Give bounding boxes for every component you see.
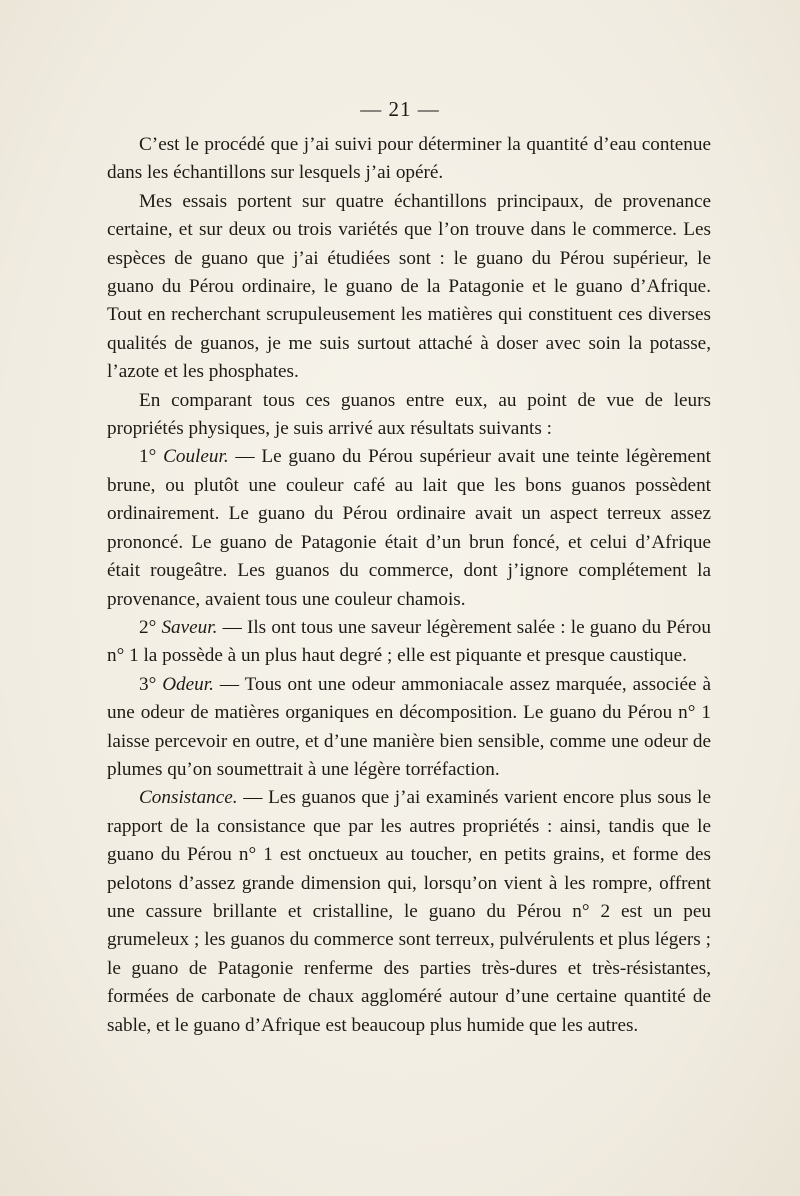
- paragraph-text: Mes essais portent sur quatre échantillons principaux, de provenance certaine, et sur deux ou trois variétés que l’on trouve dans le commerce. Les espèces de guano que j’ai étudiées sont : le guano du Pérou supérieur, le guano du Pérou ordinaire, le guano de la Patagonie et le guano d’Afrique. Tout en recherchant scrupuleusement les matières qui constituent ces diverses qualités de guanos, je me suis surtout attaché à doser avec soin la potasse, l’azote et les phosphates.: [107, 190, 711, 383]
- section-lead: Saveur.: [161, 616, 218, 638]
- paragraph-odor: [107, 671, 711, 785]
- paragraph-intro: [107, 131, 711, 188]
- paragraph-text: — Ils ont tous une saveur légèrement salée : le guano du Pérou n° 1 la possède à un plus haut degré ; elle est piquante et presque caustique.: [107, 616, 711, 667]
- paragraph-text: — Les guanos que j’ai examinés varient encore plus sous le rapport de la consistance que par les autres propriétés : ainsi, tandis que le guano du Pérou n° 1 est onctueux au toucher, en petits grains, et forme des pelotons d’assez grande dimension qui, lorsqu’on vient à les rompre, offrent une cassure brillante et cristalline, le guano du Pérou n° 2 est un peu grumeleux ; les guanos du commerce sont terreux, pulvérulents et plus légers ; le guano de Patagonie renferme des parties très-dures et très-résistantes, formées de carbonate de chaux aggloméré autour d’une certaine quantité de sable, et le guano d’Afrique est beaucoup plus humide que les autres.: [107, 787, 711, 1036]
- item-number: 3°: [139, 673, 163, 695]
- item-number: 1°: [139, 446, 164, 468]
- paragraph-samples: [107, 188, 711, 387]
- paragraph-text: — Le guano du Pérou supérieur avait une teinte légèrement brune, ou plutôt une couleur café au lait que les bons guanos possèdent ordinairement. Le guano du Pérou ordinaire avait un aspect terreux assez prononcé. Le guano de Patagonie était d’un brun foncé, et celui d’Afrique était rougeâtre. Les guanos du commerce, dont j’ignore complétement la provenance, avaient tous une couleur chamois.: [107, 446, 711, 610]
- section-lead: Consistance.: [139, 787, 238, 809]
- item-number: 2°: [139, 616, 162, 638]
- paragraph-consistency: [107, 784, 711, 1040]
- section-lead: Odeur.: [162, 673, 214, 695]
- paragraph-comparison: [107, 387, 711, 444]
- paragraph-text: C’est le procédé que j’ai suivi pour déterminer la quantité d’eau contenue dans les échantillons sur lesquels j’ai opéré.: [107, 134, 711, 184]
- paragraph-text: En comparant tous ces guanos entre eux, au point de vue de leurs propriétés physiques, je suis arrivé aux résultats suivants :: [107, 389, 711, 440]
- paragraph-text: — Tous ont une odeur ammoniacale assez marquée, associée à une odeur de matières organiques en décomposition. Le guano du Pérou n° 1 laisse percevoir en outre, et d’une manière bien sensible, comme une odeur de plumes qu’on soumettrait à une légère torréfaction.: [107, 673, 711, 780]
- section-lead: Couleur.: [163, 446, 229, 468]
- page-number: — 21 —: [360, 97, 440, 121]
- body-text: [107, 131, 711, 1040]
- paragraph-taste: [107, 614, 711, 671]
- paragraph-color: [107, 443, 711, 613]
